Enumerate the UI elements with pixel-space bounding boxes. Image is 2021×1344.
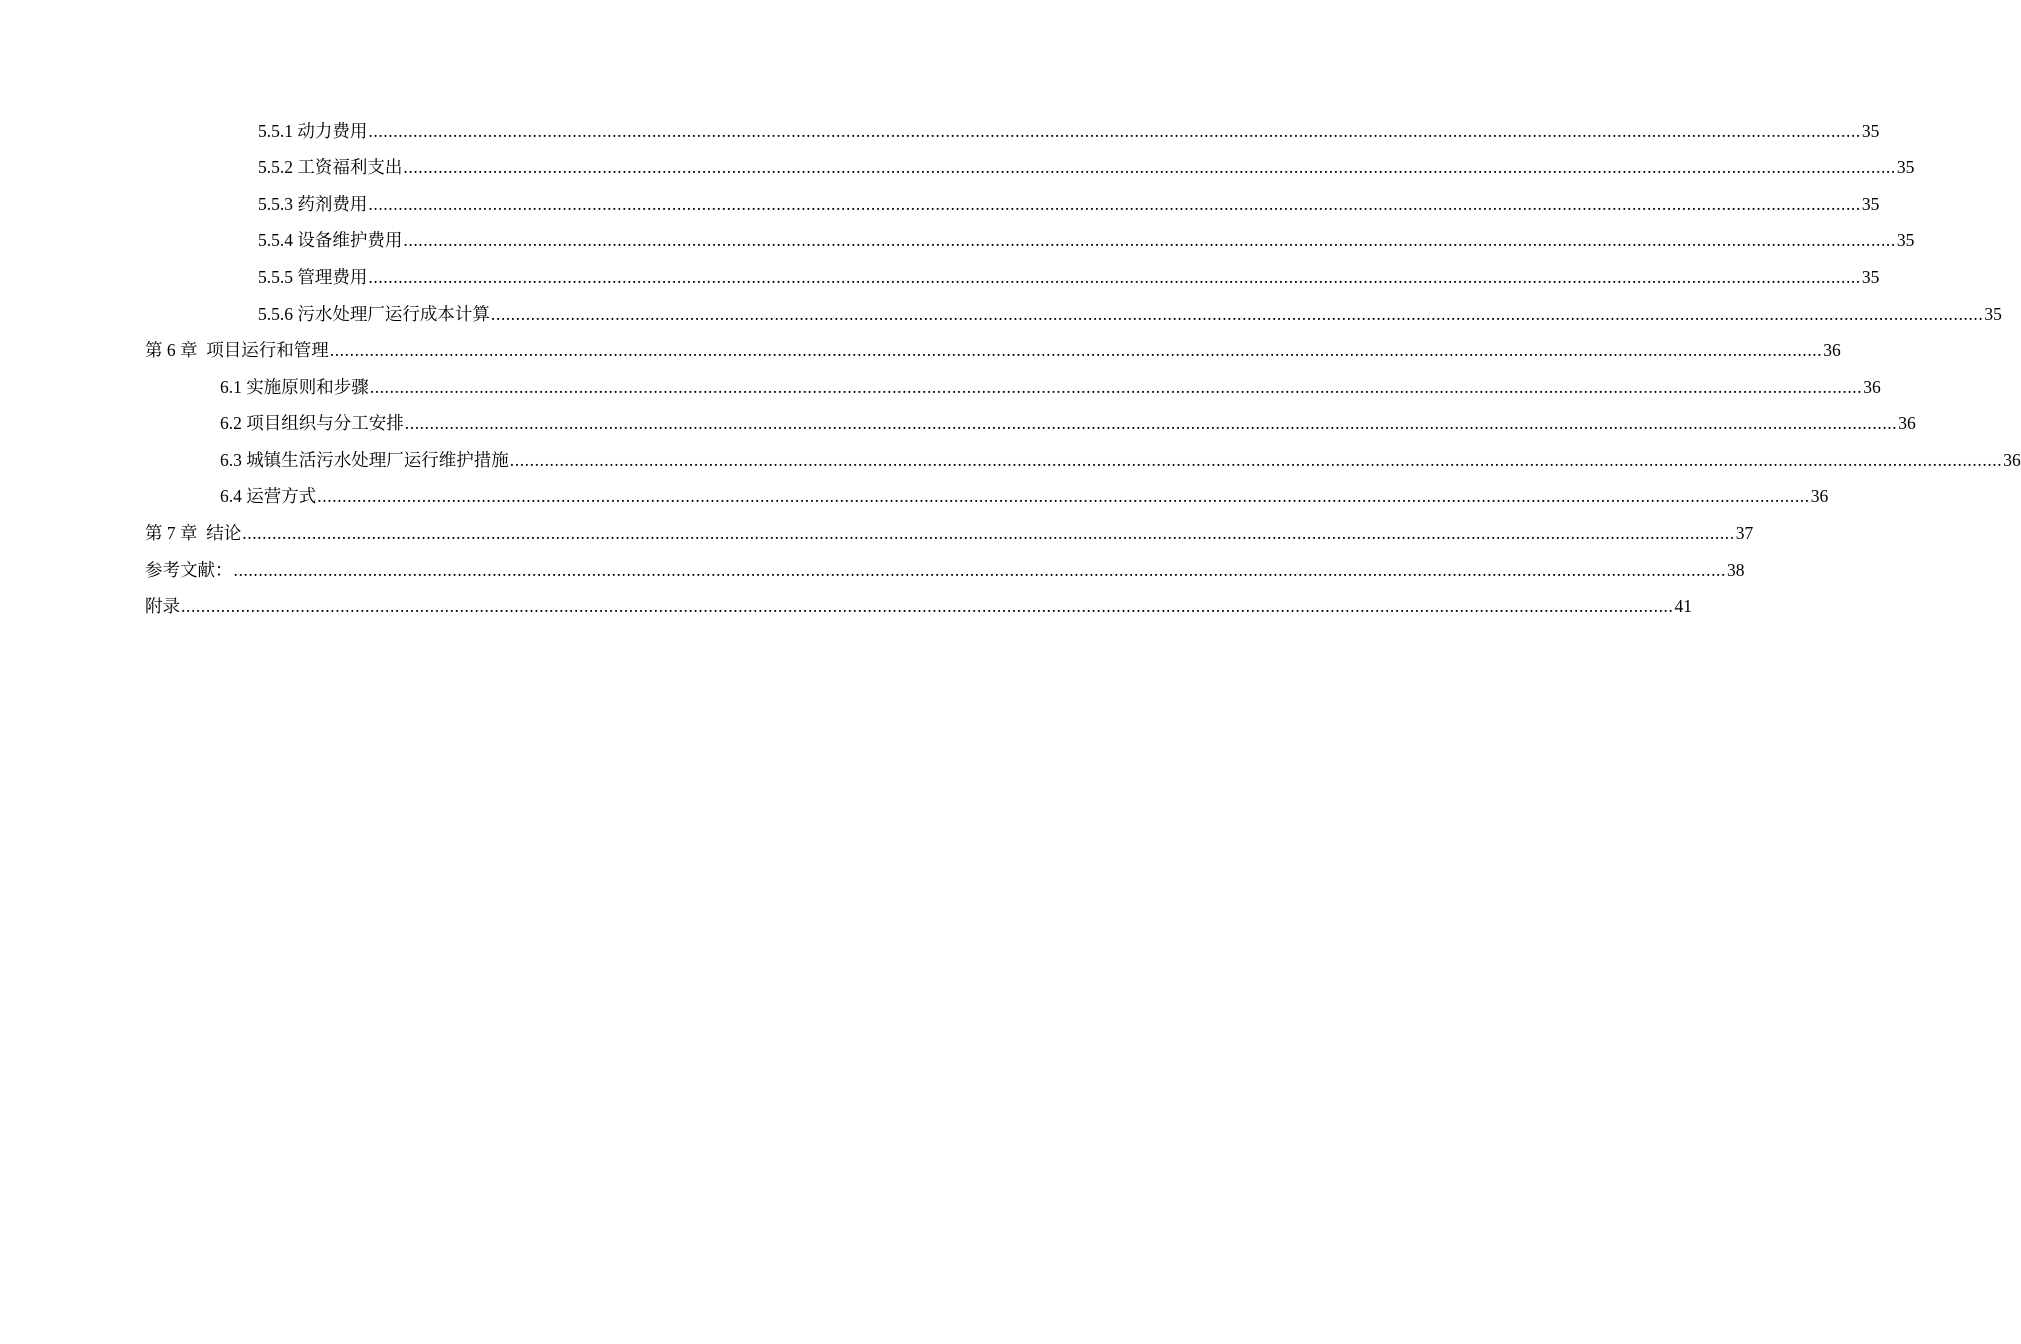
toc-entry-page: 36 (1898, 413, 1916, 434)
toc-dot-leader: ............................................................................................................................................................................................................................................................................................................ (368, 266, 1861, 287)
toc-entry[interactable] (0, 259, 1880, 296)
toc-dot-leader: ............................................................................................................................................................................................................................................................................................................ (490, 303, 1984, 324)
toc-dot-leader: ............................................................................................................................................................................................................................................................................................................ (369, 376, 1863, 397)
toc-dot-leader: ............................................................................................................................................................................................................................................................................................................ (403, 157, 1896, 178)
toc-dot-leader: ............................................................................................................................................................................................................................................................................................................ (509, 449, 2003, 470)
toc-entry-page: 36 (2003, 449, 2021, 470)
toc-dot-leader: ............................................................................................................................................................................................................................................................................................................ (329, 340, 1823, 361)
toc-dot-leader: ............................................................................................................................................................................................................................................................................................................ (317, 486, 1810, 507)
toc-entry-title: 附录 (145, 596, 180, 617)
toc-dot-leader: ............................................................................................................................................................................................................................................................................................................ (368, 120, 1861, 141)
toc-entry-title: 5.5.4 设备维护费用 (258, 230, 403, 251)
toc-entry[interactable] (0, 186, 1880, 223)
toc-entry[interactable] (0, 406, 1916, 443)
toc-entry[interactable] (0, 589, 1692, 626)
toc-entry-title: 5.5.6 污水处理厂运行成本计算 (258, 303, 490, 324)
toc-entry-title: 6.4 运营方式 (220, 486, 317, 507)
toc-entry-page: 35 (1861, 120, 1880, 141)
toc-entry-page: 35 (1861, 266, 1880, 287)
toc-entry-page: 41 (1674, 596, 1692, 617)
toc-entry-page: 36 (1823, 340, 1841, 361)
toc-dot-leader: ............................................................................................................................................................................................................................................................................................................ (368, 193, 1861, 214)
toc-entry-page: 35 (1896, 230, 1915, 251)
toc-entry-page: 36 (1810, 486, 1829, 507)
toc-entry-page: 36 (1863, 376, 1881, 397)
toc-entry-page: 35 (1896, 157, 1915, 178)
toc-entry-title: 5.5.5 管理费用 (258, 266, 368, 287)
toc-dot-leader: ............................................................................................................................................................................................................................................................................................................ (242, 523, 1735, 544)
toc-dot-leader: ............................................................................................................................................................................................................................................................................................................ (404, 413, 1898, 434)
toc-entry[interactable] (0, 333, 1841, 370)
toc-entry[interactable] (0, 516, 1754, 553)
toc-entry-title: 5.5.3 药剂费用 (258, 193, 368, 214)
toc-entry[interactable] (0, 552, 1745, 589)
toc-entry[interactable] (0, 479, 1829, 516)
toc-entry-title: 参考文献： (145, 559, 233, 580)
toc-entry-title: 第 6 章 项目运行和管理 (145, 340, 329, 361)
toc-entry[interactable] (0, 113, 1880, 150)
toc-entry-title: 5.5.2 工资福利支出 (258, 157, 403, 178)
toc-entry[interactable] (0, 150, 1915, 187)
toc-entry-title: 第 7 章 结论 (145, 523, 242, 544)
toc-entry-title: 5.5.1 动力费用 (258, 120, 368, 141)
toc-entry-title: 6.3 城镇生活污水处理厂运行维护措施 (220, 449, 509, 470)
toc-entry-page: 37 (1735, 523, 1754, 544)
toc-entry-page: 38 (1727, 559, 1745, 580)
toc-entry[interactable] (0, 442, 2021, 479)
toc-dot-leader: ............................................................................................................................................................................................................................................................................................................ (181, 596, 1674, 617)
toc-entry-page: 35 (1984, 303, 2002, 324)
toc-entry-title: 6.1 实施原则和步骤 (220, 376, 369, 397)
toc-entry[interactable] (0, 369, 1881, 406)
table-of-contents (0, 113, 2021, 625)
toc-entry[interactable] (0, 223, 1915, 260)
toc-entry-page: 35 (1861, 193, 1880, 214)
toc-dot-leader: ............................................................................................................................................................................................................................................................................................................ (233, 559, 1726, 580)
toc-entry-title: 6.2 项目组织与分工安排 (220, 413, 404, 434)
toc-dot-leader: ............................................................................................................................................................................................................................................................................................................ (403, 230, 1896, 251)
toc-entry[interactable] (0, 296, 2002, 333)
